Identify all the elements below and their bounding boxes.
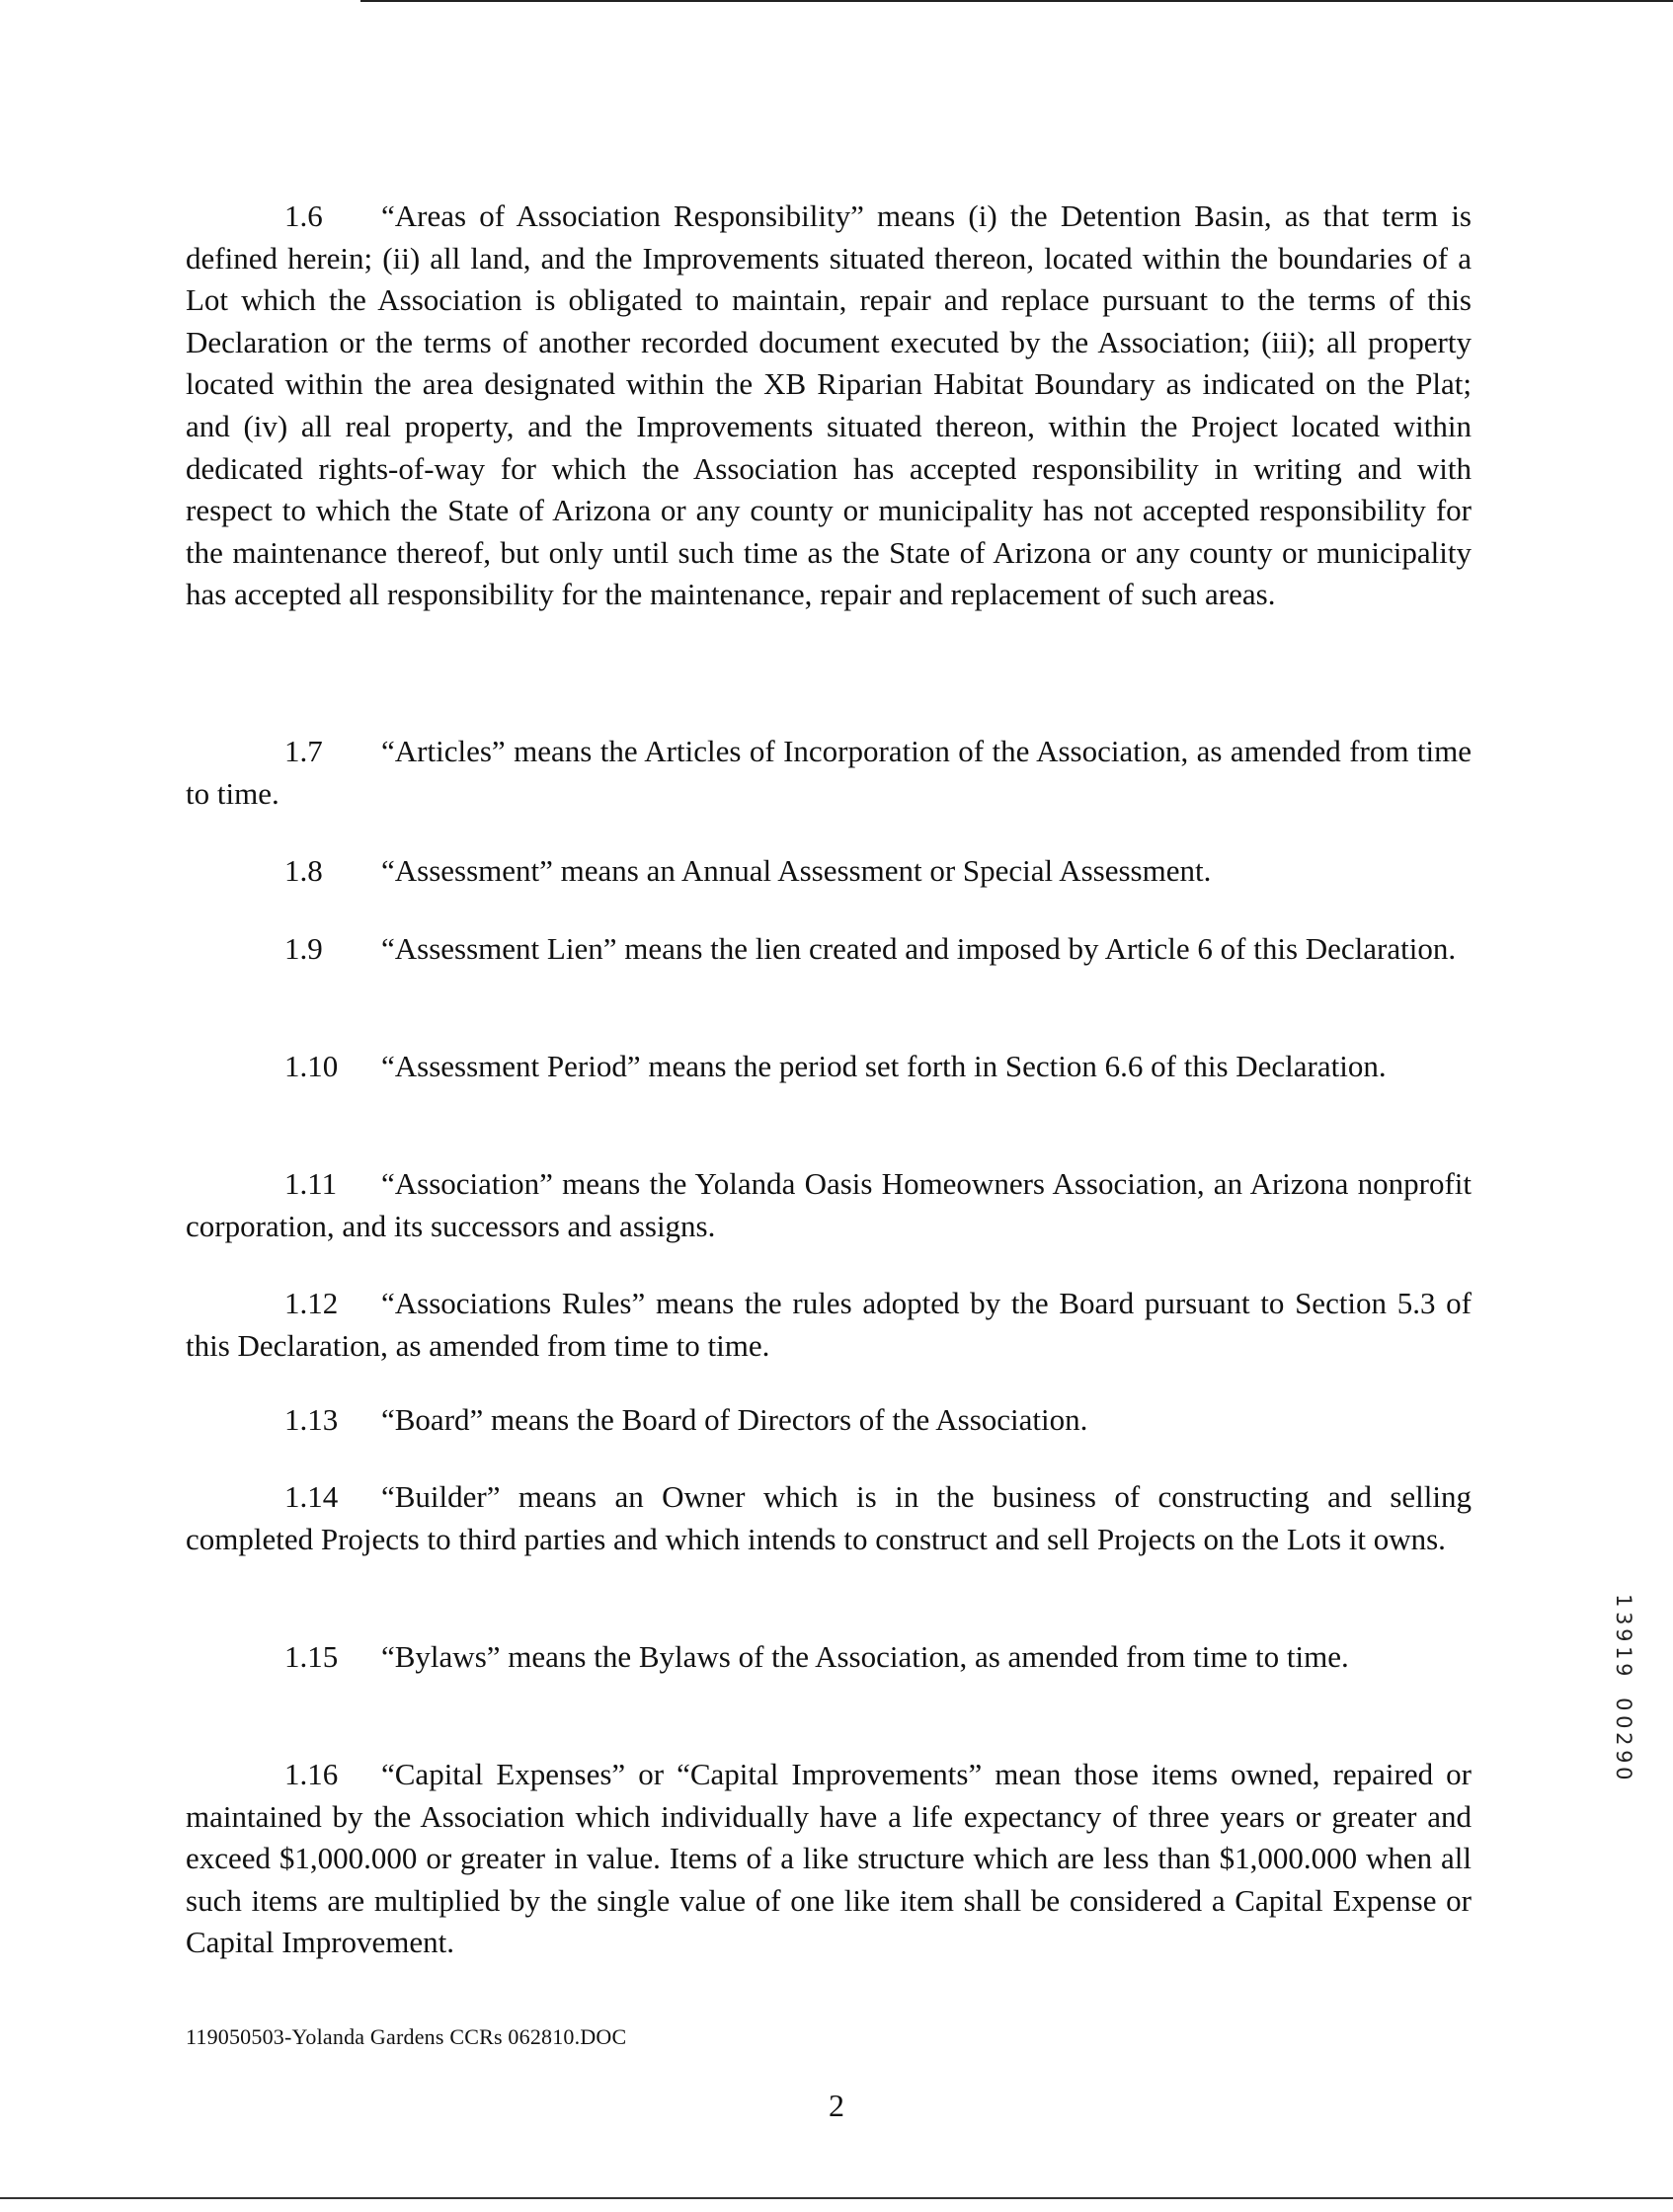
definition-number: 1.6 — [284, 198, 323, 233]
stamp-char: 9 — [1611, 1628, 1635, 1642]
definition-text: “Capital Expenses” or “Capital Improvements” mean those items owned, repaired or maintained by the Association which individually have a life expectancy of three years or greater and exceed $1,000.000 or greater in value. Items of a like structure which are less than $1,000.000 when all such items are multiplied by the single value of one like item shall be considered a Capital Expense or Capital Improvement. — [186, 1757, 1472, 1960]
definition-number: 1.11 — [284, 1166, 338, 1201]
definition-number: 1.16 — [284, 1757, 339, 1791]
definition-1-8 — [186, 850, 1211, 893]
definition-number: 1.13 — [284, 1402, 339, 1437]
definition-1-12 — [186, 1283, 1472, 1367]
definition-number: 1.15 — [284, 1639, 339, 1674]
recording-stamp — [1613, 1592, 1633, 1782]
definition-text: “Bylaws” means the Bylaws of the Association, as amended from time to time. — [381, 1639, 1349, 1674]
definition-number: 1.14 — [284, 1479, 339, 1514]
definition-text: “Associations Rules” means the rules adopted by the Board pursuant to Section 5.3 of this Declaration, as amended from time to time. — [186, 1286, 1472, 1363]
definition-1-11 — [186, 1163, 1472, 1247]
definition-number: 1.7 — [284, 734, 323, 768]
definition-1-13 — [186, 1399, 1087, 1442]
stamp-char: 9 — [1611, 1749, 1635, 1763]
definition-number: 1.10 — [284, 1049, 339, 1083]
stamp-char: 3 — [1611, 1611, 1635, 1624]
stamp-char: 0 — [1611, 1698, 1635, 1711]
definition-text: “Assessment” means an Annual Assessment or Special Assessment. — [381, 853, 1212, 888]
definition-text: “Association” means the Yolanda Oasis Homeowners Association, an Arizona nonprofit corporation, and its successors and assigns. — [186, 1166, 1472, 1243]
definition-1-14 — [186, 1476, 1472, 1560]
definition-1-15 — [186, 1636, 1349, 1679]
definition-text: “Areas of Association Responsibility” means (i) the Detention Basin, as that term is defined herein; (ii) all land, and the Improvements situated thereon, located within the boundaries of a Lot which the Association is obligated to maintain, repair and replace pursuant to the terms of this Declaration or the terms of another recorded document executed by the Association; (iii); all property located within the area designated within the XB Riparian Habitat Boundary as indicated on the Plat; and (iv) all real property, and the Improvements situated thereon, within the Project located within dedicated rights-of-way for which the Association has accepted responsibility in writing and with respect to which the State of Arizona or any county or municipality has not accepted responsibility for the maintenance thereof, but only until such time as the State of Arizona or any county or municipality has accepted all responsibility for the maintenance, repair and replacement of such areas. — [186, 198, 1472, 612]
definition-number: 1.8 — [284, 853, 323, 888]
stamp-char: 0 — [1611, 1767, 1635, 1780]
stamp-char: 2 — [1611, 1732, 1635, 1746]
definition-text: “Assessment Lien” means the lien created and imposed by Article 6 of this Declaration. — [381, 931, 1457, 966]
page-number: 2 — [829, 2088, 844, 2123]
stamp-char: 0 — [1611, 1714, 1635, 1728]
definition-1-9 — [186, 928, 1456, 971]
definition-text: “Articles” means the Articles of Incorporation of the Association, as amended from time to time. — [186, 734, 1472, 811]
definition-text: “Board” means the Board of Directors of the Association. — [381, 1402, 1088, 1437]
definition-text: “Builder” means an Owner which is in the business of constructing and selling completed Projects to third parties and which intends to construct and sell Projects on the Lots it owns. — [186, 1479, 1472, 1556]
definition-1-10 — [186, 1046, 1387, 1088]
definition-text: “Assessment Period” means the period set forth in Section 6.6 of this Declaration. — [381, 1049, 1387, 1083]
top-rule — [360, 0, 1673, 2]
definition-1-6 — [186, 196, 1472, 616]
definition-number: 1.9 — [284, 931, 323, 966]
stamp-char: 1 — [1611, 1645, 1635, 1659]
document-id: 119050503-Yolanda Gardens CCRs 062810.DOC — [186, 2024, 627, 2049]
stamp-char: 9 — [1611, 1663, 1635, 1677]
definition-1-7 — [186, 731, 1472, 815]
definition-number: 1.12 — [284, 1286, 339, 1320]
definition-1-16 — [186, 1754, 1472, 1964]
stamp-char: 1 — [1611, 1594, 1635, 1608]
bottom-rule — [0, 2197, 1673, 2199]
